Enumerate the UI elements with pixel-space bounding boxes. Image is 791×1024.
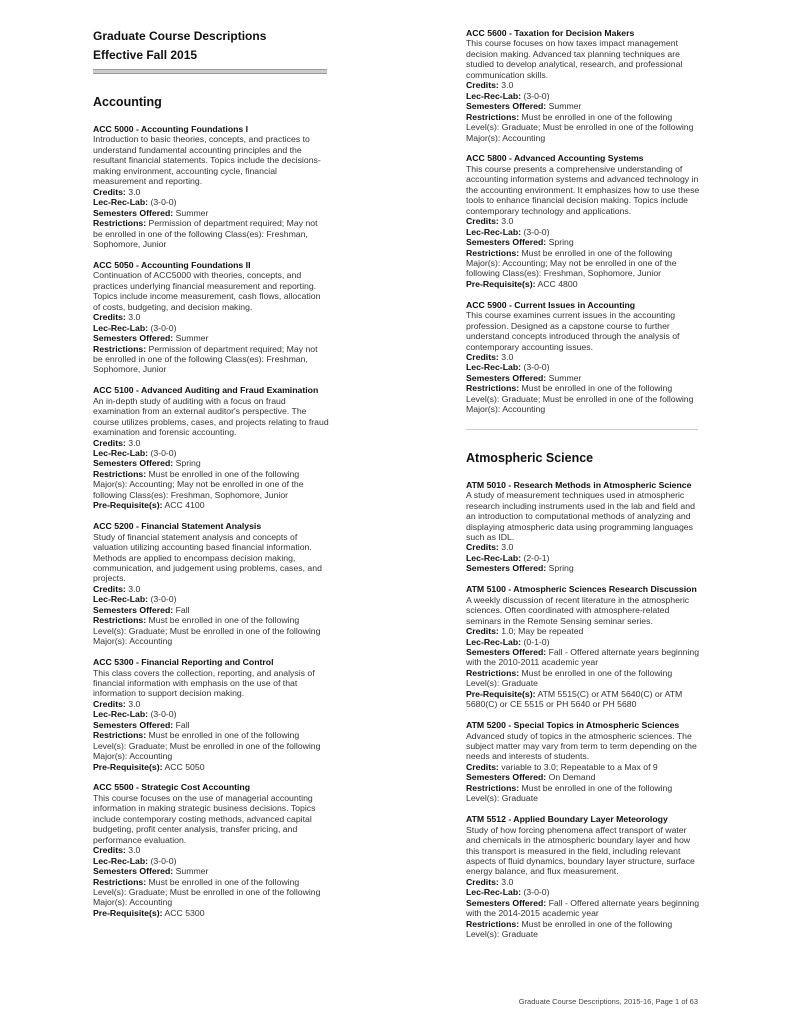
- course-field: [93, 699, 329, 709]
- course-entry: [466, 720, 702, 804]
- course-entry: [93, 657, 329, 772]
- field-label: Lec-Rec-Lab:: [93, 322, 149, 333]
- course-description: This course examines current issues in the accounting profession. Designed as a capstone course to further understand concepts introduced through the analysis of contemporary accounting issues.: [466, 310, 680, 352]
- course-field: [466, 101, 702, 111]
- field-value: Fall: [175, 719, 190, 730]
- course-entry: [466, 153, 702, 289]
- course-title: ACC 5200 - Financial Statement Analysis: [93, 521, 262, 532]
- course-title: ATM 5512 - Applied Boundary Layer Meteorology: [466, 814, 668, 825]
- course-field: [93, 312, 329, 322]
- field-label: Credits:: [93, 186, 126, 197]
- course-field: [93, 218, 329, 249]
- field-value: Must be enrolled in one of the following Level(s): Graduate; Must be enrolled in one of the following Major(s): Accounting: [93, 876, 321, 908]
- field-label: Semesters Offered:: [93, 604, 174, 615]
- field-label: Lec-Rec-Lab:: [466, 90, 522, 101]
- course-field: [466, 563, 702, 573]
- course-field: [466, 898, 702, 919]
- field-value: 1.0; May be repeated: [501, 626, 584, 637]
- field-label: Pre-Requisite(s):: [466, 688, 536, 699]
- field-label: Credits:: [466, 876, 499, 887]
- field-label: Restrictions:: [466, 667, 520, 678]
- field-label: Lec-Rec-Lab:: [466, 362, 522, 373]
- field-label: Credits:: [93, 583, 126, 594]
- field-label: Lec-Rec-Lab:: [93, 709, 149, 720]
- document-subtitle: Effective Fall 2015: [93, 48, 198, 62]
- course-title: ACC 5600 - Taxation for Decision Makers: [466, 28, 635, 38]
- field-value: (3-0-0): [523, 887, 550, 898]
- field-value: Fall - Offered alternate years beginning with the 2014-2015 academic year: [466, 897, 700, 919]
- field-value: (3-0-0): [150, 594, 177, 605]
- field-value: (3-0-0): [523, 90, 550, 101]
- field-label: Semesters Offered:: [93, 207, 174, 218]
- field-label: Restrictions:: [466, 782, 520, 793]
- field-value: Must be enrolled in one of the following Level(s): Graduate; Must be enrolled in one of the following Major(s): Accounting: [466, 111, 694, 143]
- field-label: Lec-Rec-Lab:: [93, 448, 149, 459]
- field-label: Semesters Offered:: [466, 372, 547, 383]
- course-field: [466, 112, 702, 143]
- field-label: Pre-Requisite(s):: [466, 278, 536, 289]
- field-label: Credits:: [93, 845, 126, 856]
- course-description: This course focuses on how taxes impact management decision making. Advanced tax planning techniques are studied to develop analytical, research, and professional communication skills.: [466, 38, 683, 80]
- section-divider: [466, 429, 698, 430]
- course-field: [93, 333, 329, 343]
- field-label: Lec-Rec-Lab:: [466, 552, 522, 563]
- field-label: Restrictions:: [93, 343, 147, 354]
- field-value: Fall: [175, 604, 190, 615]
- course-field: [93, 438, 329, 448]
- field-label: Credits:: [466, 352, 499, 363]
- course-entry: [93, 521, 329, 646]
- field-label: Credits:: [466, 542, 499, 553]
- field-value: 3.0: [128, 845, 141, 856]
- field-value: Summer: [548, 101, 582, 112]
- course-field: [93, 877, 329, 908]
- field-value: ACC 5050: [164, 761, 205, 772]
- course-field: [93, 584, 329, 594]
- field-label: Restrictions:: [93, 876, 147, 887]
- course-field: [466, 877, 702, 887]
- field-value: On Demand: [548, 772, 596, 783]
- course-description: An in-depth study of auditing with a focus on fraud examination from an external auditor's perspective. The course utilizes problems, cases, and projects relating to fraud examination and forensic accounting.: [93, 395, 329, 438]
- course-field: [466, 542, 702, 552]
- left-column: [93, 29, 329, 929]
- course-field: [93, 730, 329, 761]
- course-entry: [466, 300, 702, 415]
- course-field: [466, 919, 702, 940]
- course-entry: [466, 584, 702, 709]
- course-field: [93, 866, 329, 876]
- field-label: Semesters Offered:: [93, 719, 174, 730]
- field-value: 3.0: [501, 80, 514, 91]
- course-field: [93, 605, 329, 615]
- field-label: Semesters Offered:: [93, 458, 174, 469]
- course-title: ACC 5800 - Advanced Accounting Systems: [466, 153, 644, 164]
- course-field: [466, 783, 702, 804]
- course-entry: [93, 124, 329, 249]
- field-value: Must be enrolled in one of the following Level(s): Graduate; Must be enrolled in one of the following Major(s): Accounting: [93, 615, 321, 647]
- course-field: [93, 448, 329, 458]
- course-field: [466, 237, 702, 247]
- field-value: (3-0-0): [523, 226, 550, 237]
- section-title-atmospheric-science: Atmospheric Science: [466, 450, 594, 465]
- field-label: Semesters Offered:: [466, 237, 547, 248]
- field-label: Semesters Offered:: [466, 772, 547, 783]
- course-field: [466, 80, 702, 90]
- course-field: [466, 352, 702, 362]
- field-value: Must be enrolled in one of the following Major(s): Accounting; May not be enrolled in one of the following Class(es): Freshman, Sophomore, Junior: [466, 247, 677, 279]
- field-label: Lec-Rec-Lab:: [93, 197, 149, 208]
- field-label: Lec-Rec-Lab:: [93, 594, 149, 605]
- course-field: [466, 227, 702, 237]
- field-value: 3.0: [128, 312, 141, 323]
- field-value: 3.0: [128, 583, 141, 594]
- field-value: 3.0: [501, 352, 514, 363]
- course-field: [93, 762, 329, 772]
- field-label: Semesters Offered:: [466, 646, 547, 657]
- field-label: Restrictions:: [93, 468, 147, 479]
- course-entry: [466, 814, 702, 939]
- field-value: ACC 4800: [537, 278, 578, 289]
- document-title: Graduate Course Descriptions: [93, 29, 267, 43]
- field-label: Lec-Rec-Lab:: [93, 855, 149, 866]
- course-field: [93, 197, 329, 207]
- field-value: (3-0-0): [150, 448, 177, 459]
- course-field: [93, 845, 329, 855]
- field-value: 3.0: [501, 542, 514, 553]
- course-title: ACC 5100 - Advanced Auditing and Fraud Examination: [93, 385, 319, 396]
- course-field: [466, 689, 702, 710]
- field-value: (2-0-1): [523, 552, 550, 563]
- course-field: [93, 208, 329, 218]
- field-label: Credits:: [466, 626, 499, 637]
- field-value: ATM 5515(C) or ATM 5640(C) or ATM 5680(C) or CE 5515 or PH 5640 or PH 5680: [466, 688, 683, 710]
- field-value: Summer: [175, 866, 209, 877]
- course-field: [466, 248, 702, 279]
- field-value: Must be enrolled in one of the following Level(s): Graduate: [466, 782, 673, 804]
- field-value: ACC 5300: [164, 907, 205, 918]
- field-label: Semesters Offered:: [93, 866, 174, 877]
- section-title-accounting: Accounting: [93, 95, 162, 109]
- course-entry: [466, 480, 702, 574]
- course-field: [466, 637, 702, 647]
- course-description: Study of financial statement analysis and concepts of valuation utilizing accounting based financial information. Methods are applied to encompass decision making, communication, and judgement using problems, cases, and projects.: [93, 531, 322, 584]
- course-field: [466, 553, 702, 563]
- field-value: Spring: [548, 237, 574, 248]
- course-description: Introduction to basic theories, concepts, and practices to understand fundamental accounting principles and the resultant financial statements. Topics include the decisions-making environment, accounting cycle, financial measurement and reporting.: [93, 134, 321, 187]
- course-field: [466, 216, 702, 226]
- field-value: (3-0-0): [150, 855, 177, 866]
- field-label: Pre-Requisite(s):: [93, 907, 163, 918]
- course-field: [466, 626, 702, 636]
- field-value: 3.0: [128, 437, 141, 448]
- field-value: ACC 4100: [164, 500, 205, 511]
- course-field: [466, 373, 702, 383]
- course-field: [93, 458, 329, 468]
- course-description: This course focuses on the use of managerial accounting information in making strategic business decisions. Topics include contemporary costing methods, advanced capital budgeting, profit center analysis, transfer pricing, and performance evaluation.: [93, 792, 316, 845]
- course-field: [93, 709, 329, 719]
- field-value: (3-0-0): [150, 197, 177, 208]
- field-label: Credits:: [93, 312, 126, 323]
- field-label: Lec-Rec-Lab:: [466, 636, 522, 647]
- course-title: ATM 5100 - Atmospheric Sciences Research Discussion: [466, 584, 697, 595]
- course-field: [466, 762, 702, 772]
- course-field: [466, 362, 702, 372]
- field-label: Credits:: [466, 761, 499, 772]
- field-label: Restrictions:: [93, 218, 147, 229]
- course-entry: [93, 260, 329, 375]
- field-value: 3.0: [501, 216, 514, 227]
- course-description: This course presents a comprehensive understanding of accounting information systems and advanced technology in the accounting environment. It emphasizes how to use these tools to enhance financial decision making. Topics include contemporary technology and applications.: [466, 163, 700, 216]
- field-label: Restrictions:: [93, 730, 147, 741]
- field-value: (0-1-0): [523, 636, 550, 647]
- field-label: Semesters Offered:: [466, 563, 547, 574]
- field-label: Restrictions:: [466, 383, 520, 394]
- course-entry: [93, 385, 329, 510]
- course-title: ACC 5900 - Current Issues in Accounting: [466, 299, 636, 310]
- course-field: [93, 720, 329, 730]
- header-divider: [93, 69, 327, 74]
- course-field: [93, 344, 329, 375]
- field-value: 3.0: [501, 876, 514, 887]
- course-field: [93, 856, 329, 866]
- course-entry: [466, 28, 702, 143]
- field-value: (3-0-0): [150, 709, 177, 720]
- field-value: (3-0-0): [150, 322, 177, 333]
- course-field: [466, 772, 702, 782]
- field-value: Fall - Offered alternate years beginning with the 2010-2011 academic year: [466, 646, 700, 668]
- course-field: [466, 383, 702, 414]
- course-title: ATM 5010 - Research Methods in Atmospheric Science: [466, 479, 692, 490]
- field-label: Credits:: [93, 437, 126, 448]
- course-field: [93, 594, 329, 604]
- course-field: [466, 279, 702, 289]
- field-value: Spring: [548, 563, 574, 574]
- field-label: Restrictions:: [466, 918, 520, 929]
- course-description: Study of how forcing phenomena affect transport of water and chemicals in the atmospheric boundary layer and how this transport is measured in the field, including relevant aspects of fluid dynamics, boundary layer structure, surface energy balance, and flux measurement.: [466, 824, 695, 877]
- field-label: Credits:: [93, 698, 126, 709]
- field-value: Must be enrolled in one of the following Level(s): Graduate; Must be enrolled in one of the following Major(s): Accounting: [466, 383, 694, 415]
- course-title: ATM 5200 - Special Topics in Atmospheric Sciences: [466, 720, 680, 731]
- course-title: ACC 5500 - Strategic Cost Accounting: [93, 782, 251, 793]
- course-description: This class covers the collection, reporting, and analysis of financial information with emphasis on the use of that information to support decision making.: [93, 667, 315, 699]
- field-value: Spring: [175, 458, 201, 469]
- field-value: 3.0: [128, 186, 141, 197]
- field-label: Semesters Offered:: [466, 101, 547, 112]
- field-value: (3-0-0): [523, 362, 550, 373]
- field-value: 3.0: [128, 698, 141, 709]
- field-label: Lec-Rec-Lab:: [466, 887, 522, 898]
- course-title: ACC 5300 - Financial Reporting and Control: [93, 657, 274, 668]
- course-field: [93, 469, 329, 500]
- field-label: Semesters Offered:: [466, 897, 547, 908]
- course-list-continued: [466, 28, 702, 415]
- course-list: [93, 124, 329, 918]
- field-label: Credits:: [466, 216, 499, 227]
- field-value: Summer: [175, 333, 209, 344]
- course-title: ACC 5050 - Accounting Foundations II: [93, 259, 251, 270]
- course-field: [93, 187, 329, 197]
- field-label: Restrictions:: [466, 247, 520, 258]
- field-value: Summer: [175, 207, 209, 218]
- course-field: [466, 647, 702, 668]
- field-label: Semesters Offered:: [93, 333, 174, 344]
- field-label: Restrictions:: [93, 615, 147, 626]
- course-description: A study of measurement techniques used in atmospheric research including instruments used in the lab and field and an introduction to computational methods of analyzing and displaying atmospheric data using programming languages such as IDL.: [466, 490, 695, 542]
- course-description: Advanced study of topics in the atmospheric sciences. The subject matter may vary from term to term depending on the needs and interests of students.: [466, 730, 697, 762]
- course-field: [93, 500, 329, 510]
- field-label: Credits:: [466, 80, 499, 91]
- right-column: [466, 28, 702, 950]
- field-label: Pre-Requisite(s):: [93, 500, 163, 511]
- field-label: Lec-Rec-Lab:: [466, 226, 522, 237]
- course-list: [466, 480, 702, 940]
- field-label: Restrictions:: [466, 111, 520, 122]
- course-field: [466, 887, 702, 897]
- course-field: [93, 323, 329, 333]
- field-value: Must be enrolled in one of the following Level(s): Graduate: [466, 667, 673, 689]
- field-label: Pre-Requisite(s):: [93, 761, 163, 772]
- page-footer: Graduate Course Descriptions, 2015-16, Page 1 of 63: [518, 997, 698, 1006]
- course-description: Continuation of ACC5000 with theories, concepts, and practices underlying financial measurement and reporting. Topics include income measurement, cash flows, allocation of costs, budgeting, and decision making.: [93, 270, 321, 312]
- field-value: Permission of department required; May not be enrolled in one of the following Class(es): Freshman, Sophomore, Junior: [93, 218, 318, 249]
- course-description: A weekly discussion of recent literature in the atmospheric sciences. Often coordinated with atmosphere-related seminars in the Remote Sensing seminar series.: [466, 594, 690, 626]
- field-value: variable to 3.0; Repeatable to a Max of 9: [501, 761, 658, 772]
- field-value: Must be enrolled in one of the following Major(s): Accounting; May not be enrolled in one of the following Class(es): Freshman, Sophomore, Junior: [93, 468, 304, 500]
- course-field: [93, 615, 329, 646]
- course-title: ACC 5000 - Accounting Foundations I: [93, 124, 249, 134]
- course-field: [466, 91, 702, 101]
- course-field: [93, 908, 329, 918]
- field-value: Must be enrolled in one of the following Level(s): Graduate; Must be enrolled in one of the following Major(s): Accounting: [93, 730, 321, 762]
- course-entry: [93, 782, 329, 918]
- field-value: Permission of department required; May not be enrolled in one of the following Class(es): Freshman, Sophomore, Junior: [93, 343, 318, 375]
- course-field: [466, 668, 702, 689]
- field-value: Summer: [548, 372, 582, 383]
- field-value: Must be enrolled in one of the following Level(s): Graduate: [466, 918, 673, 940]
